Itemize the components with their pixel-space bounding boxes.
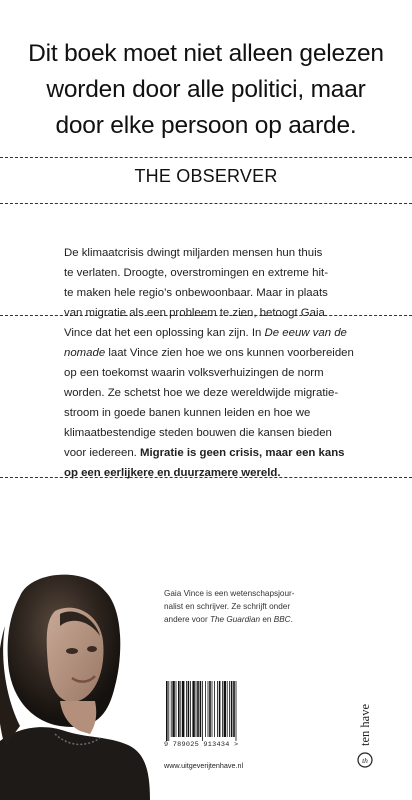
- publisher-logo: [352, 670, 378, 770]
- barcode-bar: [171, 681, 172, 737]
- bio-text: .: [290, 615, 293, 624]
- blurb-text: voor iedereen.: [64, 447, 137, 459]
- bio-text: en: [262, 615, 272, 624]
- blurb-line: te verlaten. Droogte, overstromingen en extreme hit-: [64, 267, 329, 279]
- blurb-line: worden. Ze schetst hoe we deze wereldwijde migratie-: [64, 387, 339, 399]
- blurb-line: te maken hele regio’s onbewoonbaar. Maar in plaats: [64, 287, 328, 299]
- publisher-name: ten have: [358, 704, 372, 746]
- back-cover-blurb: [64, 243, 364, 483]
- barcode-bar: [212, 681, 213, 737]
- barcode-bar: [219, 681, 221, 737]
- barcode-bar: [168, 681, 169, 741]
- barcode-bar: [178, 681, 180, 737]
- barcode-bar: [214, 681, 215, 737]
- blurb-line: [64, 343, 364, 363]
- bio-text: andere voor: [164, 615, 208, 624]
- blurb-line: klimaatbestendige steden bouwen die kansen bieden: [64, 427, 332, 439]
- book-title: nomade: [64, 347, 106, 359]
- publisher-website: www.uitgeverijtenhave.nl: [164, 761, 244, 770]
- blurb-text: laat Vince zien hoe we ons kunnen voorbereiden: [108, 347, 354, 359]
- blurb-line: stroom in goede banen kunnen leiden en hoe we: [64, 407, 311, 419]
- quote-line: door elke persoon op aarde.: [55, 112, 357, 139]
- publication-name: The Guardian: [209, 615, 261, 624]
- blurb-line: [64, 463, 364, 483]
- dashed-divider: [0, 157, 412, 158]
- barcode-bar: [208, 681, 209, 737]
- barcode-bar: [229, 681, 230, 737]
- book-title: De eeuw van de: [264, 327, 347, 339]
- author-bio: [164, 587, 344, 626]
- isbn-number: 9 789025 913434 >: [164, 741, 239, 749]
- barcode-bar: [236, 681, 237, 741]
- barcode-bar: [227, 681, 228, 737]
- quote-line: worden door alle politici, maar: [46, 76, 366, 103]
- barcode-bar: [200, 681, 202, 737]
- barcode-bar: [209, 681, 211, 737]
- blurb-line: [64, 323, 364, 343]
- bio-line: [164, 613, 344, 626]
- barcode-bar: [222, 681, 223, 737]
- blurb-line: van migratie als een probleem te zien, betoogt Gaia: [64, 307, 325, 319]
- barcode-bar: [190, 681, 191, 737]
- barcode-bar: [172, 681, 174, 737]
- cover-quote: [0, 36, 412, 144]
- blurb-line: op een toekomst waarin volksverhuizingen de norm: [64, 367, 324, 379]
- publisher-monogram: th: [362, 756, 368, 765]
- blurb-emphasis: op een eerlijkere en duurzamere wereld.: [64, 467, 281, 479]
- barcode-bar: [180, 681, 181, 737]
- barcode: [164, 681, 262, 741]
- blurb-line: De klimaatcrisis dwingt miljarden mensen hun thuis: [64, 247, 323, 259]
- bio-line: nalist en schrijver. Ze schrijft onder: [164, 602, 291, 611]
- publication-name: BBC: [273, 615, 291, 624]
- barcode-bar: [224, 681, 226, 737]
- barcode-bar: [217, 681, 218, 737]
- blurb-emphasis: Migratie is geen crisis, maar een kans: [140, 447, 345, 459]
- barcode-bar: [205, 681, 206, 737]
- barcode-bar: [196, 681, 197, 737]
- quote-line: Dit boek moet niet alleen gelezen: [28, 40, 384, 67]
- dashed-divider: [0, 203, 412, 204]
- author-photo: [0, 566, 150, 800]
- barcode-bar: [166, 681, 168, 741]
- barcode-bar: [231, 681, 233, 737]
- barcode-bar: [202, 681, 203, 741]
- barcode-bar: [197, 681, 199, 737]
- barcode-bar: [192, 681, 194, 737]
- barcode-bar: [186, 681, 187, 737]
- quote-source: THE OBSERVER: [134, 166, 278, 186]
- barcode-bar: [233, 681, 235, 737]
- barcode-bar: [188, 681, 190, 737]
- blurb-line: [64, 443, 364, 463]
- bio-line: Gaia Vince is een wetenschapsjour-: [164, 589, 295, 598]
- blurb-text: Vince dat het een oplossing kan zijn. In: [64, 327, 262, 339]
- barcode-bar: [176, 681, 177, 737]
- barcode-bar: [182, 681, 184, 737]
